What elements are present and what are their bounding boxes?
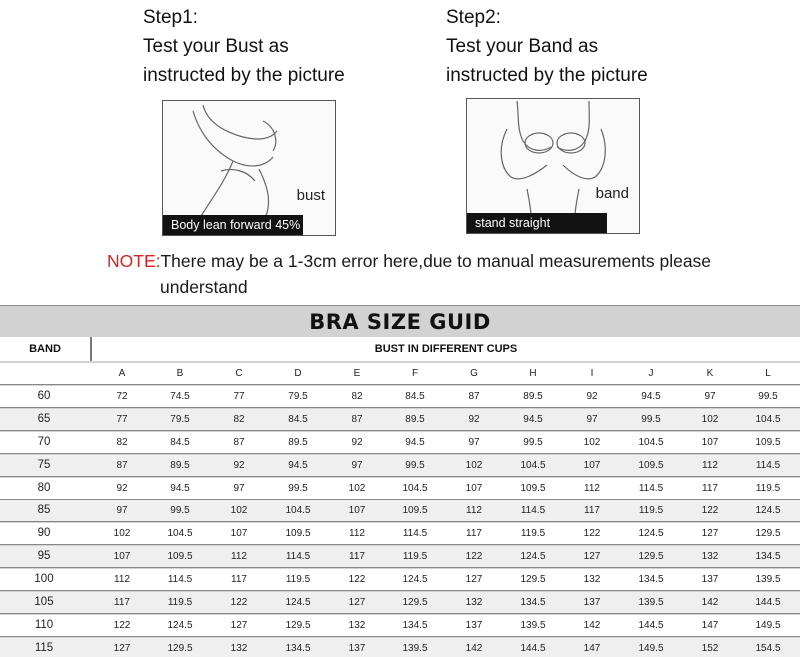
bust-value: 124.5 (638, 528, 664, 540)
bust-value: 134.5 (755, 551, 781, 563)
bust-value: 114.5 (285, 551, 311, 563)
bust-value: 114.5 (638, 482, 664, 494)
cup-label: E (353, 368, 361, 379)
bust-value: 144.5 (638, 619, 664, 631)
cups-row (0, 363, 800, 385)
bust-value: 152 (701, 642, 719, 654)
step1-line1: Test your Bust as (143, 36, 289, 57)
bust-value: 112 (702, 459, 718, 471)
table-row (0, 500, 800, 522)
band-size: 80 (37, 481, 51, 494)
bust-value: 104.5 (638, 436, 664, 448)
bust-value: 102 (701, 413, 719, 425)
note-text-continued: understand (160, 277, 248, 297)
cup-label: B (176, 368, 184, 379)
bust-value: 97 (351, 459, 363, 471)
band-header: BAND (0, 337, 90, 361)
bust-value: 129.5 (402, 597, 428, 608)
cup-label: L (765, 368, 771, 379)
bust-value: 137 (701, 574, 719, 586)
bust-value: 79.5 (170, 413, 190, 425)
table-row (0, 432, 800, 454)
bust-caption: Body lean forward 45% (163, 215, 303, 235)
bust-value: 87 (468, 390, 480, 402)
bust-value: 132 (348, 619, 366, 631)
bust-value: 147 (701, 619, 719, 631)
bust-value: 129.5 (520, 574, 546, 586)
band-size: 90 (37, 527, 51, 540)
band-size: 75 (37, 458, 51, 471)
bust-value: 99.5 (758, 390, 778, 402)
bust-value: 109.5 (285, 528, 311, 540)
cup-label: J (648, 368, 654, 379)
bust-value: 112 (584, 482, 600, 494)
bust-value: 79.5 (288, 390, 308, 402)
bust-value: 107 (701, 436, 719, 448)
bust-value: 107 (230, 528, 248, 540)
bra-size-table (0, 305, 800, 657)
bust-value: 142 (465, 642, 483, 654)
measurement-note (107, 248, 711, 300)
bust-value: 104.5 (755, 413, 781, 425)
table-row (0, 478, 800, 500)
bust-measure-illustration (162, 100, 336, 236)
bust-value: 114.5 (167, 574, 193, 586)
bust-value: 109.5 (638, 459, 664, 471)
bust-value: 117 (466, 528, 482, 540)
bust-value: 137 (348, 642, 366, 654)
bust-value: 97 (233, 482, 245, 494)
cup-label: H (529, 368, 537, 379)
bust-value: 92 (586, 390, 598, 402)
band-caption: stand straight (467, 213, 607, 233)
bust-value: 82 (351, 390, 363, 402)
bust-value: 147 (583, 642, 601, 654)
cup-label: K (706, 368, 714, 379)
bust-value: 109.5 (402, 505, 428, 517)
bust-value: 89.5 (288, 436, 308, 448)
bust-value: 92 (233, 459, 245, 471)
bust-value: 127 (230, 619, 248, 631)
bust-value: 129.5 (755, 528, 781, 540)
bust-value: 99.5 (405, 459, 425, 471)
bust-value: 77 (233, 390, 245, 402)
bust-value: 117 (114, 597, 130, 608)
bust-value: 134.5 (520, 597, 546, 608)
bust-value: 127 (465, 574, 483, 586)
bust-value: 112 (114, 574, 130, 586)
bust-value: 87 (351, 413, 363, 425)
bust-value: 99.5 (523, 436, 543, 448)
bust-value: 124.5 (285, 597, 311, 608)
bust-value: 87 (116, 459, 128, 471)
bust-value: 102 (348, 482, 366, 494)
bust-value: 127 (701, 528, 719, 540)
bust-value: 132 (465, 597, 483, 608)
bust-value: 97 (116, 505, 128, 517)
bust-value: 117 (702, 482, 718, 494)
bust-value: 127 (583, 551, 601, 563)
cup-label: D (294, 368, 302, 379)
cup-label: I (590, 368, 594, 379)
bust-value: 107 (465, 482, 483, 494)
bust-value: 72 (116, 390, 128, 402)
note-label: NOTE: (107, 251, 161, 271)
bust-value: 89.5 (405, 413, 425, 425)
step2-line1: Test your Band as (446, 36, 599, 57)
bust-value: 144.5 (755, 597, 781, 608)
step2-line2: instructed by the picture (446, 65, 648, 86)
bust-value: 122 (583, 528, 601, 540)
bust-value: 94.5 (288, 459, 308, 471)
band-size: 85 (37, 504, 51, 517)
bust-value: 74.5 (170, 390, 190, 402)
bust-value: 132 (701, 551, 719, 563)
band-measure-illustration (466, 98, 640, 234)
bust-value: 129.5 (285, 619, 311, 631)
bust-value: 144.5 (520, 642, 546, 654)
bust-value: 102 (583, 436, 601, 448)
band-size: 100 (34, 573, 54, 586)
bust-value: 102 (230, 505, 248, 517)
band-size: 70 (37, 435, 51, 448)
bust-value: 139.5 (402, 642, 428, 654)
bust-value: 107 (583, 459, 601, 471)
bust-value: 119.5 (520, 528, 546, 540)
band-size: 65 (37, 412, 51, 425)
bust-value: 94.5 (641, 390, 661, 402)
bust-value: 134.5 (285, 642, 311, 654)
bust-value: 94.5 (405, 436, 425, 448)
bust-value: 97 (704, 390, 716, 402)
bust-value: 119.5 (167, 597, 193, 608)
bust-value: 139.5 (638, 597, 664, 608)
bust-value: 124.5 (402, 574, 428, 586)
bust-value: 117 (349, 551, 365, 563)
bust-value: 137 (583, 597, 601, 608)
bust-value: 99.5 (641, 413, 661, 425)
bust-value: 82 (233, 413, 245, 425)
bust-value: 122 (465, 551, 483, 563)
bust-value: 107 (348, 505, 366, 517)
table-row (0, 523, 800, 545)
bust-value: 122 (701, 505, 719, 517)
bust-value: 94.5 (523, 413, 543, 425)
step2-title: Step2: (446, 7, 501, 28)
bust-value: 112 (349, 528, 365, 540)
bust-value: 114.5 (402, 528, 428, 540)
table-row (0, 592, 800, 614)
bust-value: 132 (583, 574, 601, 586)
bust-value: 122 (230, 597, 248, 608)
step1-instructions (143, 3, 345, 90)
bust-value: 109.5 (755, 436, 781, 448)
bust-value: 154.5 (755, 642, 781, 654)
cup-label: G (470, 368, 478, 379)
bust-value: 129.5 (167, 642, 193, 654)
bust-value: 122 (348, 574, 366, 586)
bust-value: 139.5 (755, 574, 781, 586)
bust-value: 94.5 (170, 482, 190, 494)
bust-value: 99.5 (288, 482, 308, 494)
bust-value: 97 (586, 413, 598, 425)
bust-value: 109.5 (520, 482, 546, 494)
bust-value: 104.5 (520, 459, 546, 471)
band-size: 110 (34, 618, 54, 631)
cup-label: C (235, 368, 243, 379)
bust-value: 117 (584, 505, 600, 517)
bust-value: 104.5 (167, 528, 193, 540)
bust-value: 119.5 (638, 505, 664, 517)
bust-value: 127 (348, 597, 366, 608)
bust-value: 84.5 (288, 413, 308, 425)
table-row (0, 569, 800, 591)
bust-value: 89.5 (170, 459, 190, 471)
note-text: There may be a 1-3cm error here,due to manual measurements please (160, 251, 712, 271)
bust-value: 112 (231, 551, 247, 563)
bust-value: 87 (233, 436, 245, 448)
bust-value: 137 (465, 619, 483, 631)
step1-title: Step1: (143, 7, 198, 28)
band-size: 95 (37, 550, 51, 563)
bust-value: 132 (230, 642, 248, 654)
table-row (0, 455, 800, 477)
bust-value: 142 (583, 619, 601, 631)
bust-value: 129.5 (638, 551, 664, 563)
bust-value: 109.5 (167, 551, 193, 563)
bust-value: 149.5 (638, 642, 664, 654)
band-label: band (595, 185, 629, 202)
table-row (0, 638, 800, 657)
bust-value: 92 (116, 482, 128, 494)
table-row (0, 386, 800, 408)
bust-value: 122 (113, 619, 131, 631)
table-row (0, 409, 800, 431)
bust-value: 102 (465, 459, 483, 471)
bust-value: 99.5 (170, 505, 190, 517)
step1-line2: instructed by the picture (143, 65, 345, 86)
bust-value: 89.5 (523, 390, 543, 402)
bust-value: 139.5 (520, 619, 546, 631)
band-size: 105 (34, 596, 54, 608)
step2-instructions (446, 3, 648, 90)
bust-value: 127 (113, 642, 131, 654)
table-row (0, 546, 800, 568)
bust-value: 84.5 (405, 390, 425, 402)
bust-value: 112 (466, 505, 482, 517)
bust-value: 117 (231, 574, 247, 586)
bust-value: 142 (701, 597, 719, 608)
bust-value: 102 (113, 528, 131, 540)
bust-value: 124.5 (520, 551, 546, 563)
bust-value: 97 (468, 436, 480, 448)
bust-value: 82 (116, 436, 128, 448)
band-size: 60 (37, 389, 51, 402)
cup-label: A (118, 368, 126, 379)
bust-value: 124.5 (167, 619, 193, 631)
table-row (0, 615, 800, 637)
bust-value: 114.5 (520, 505, 546, 517)
bust-value: 124.5 (755, 505, 781, 517)
bust-value: 119.5 (755, 482, 781, 494)
bust-value: 134.5 (402, 619, 428, 631)
bust-value: 92 (468, 413, 480, 425)
bust-value: 119.5 (402, 551, 428, 563)
bust-value: 107 (113, 551, 131, 563)
bust-value: 104.5 (402, 482, 428, 494)
bust-value: 77 (116, 413, 128, 425)
table-title: BRA SIZE GUID (309, 310, 491, 334)
bust-value: 92 (351, 436, 363, 448)
band-size: 115 (34, 641, 54, 654)
bust-value: 134.5 (638, 574, 664, 586)
bust-value: 84.5 (170, 436, 190, 448)
bust-value: 114.5 (755, 459, 781, 471)
bust-value: 149.5 (755, 619, 781, 631)
bust-value: 104.5 (285, 505, 311, 517)
bust-value: 119.5 (285, 574, 311, 586)
cups-header: BUST IN DIFFERENT CUPS (92, 337, 800, 361)
bust-label: bust (296, 187, 325, 204)
cup-label: F (411, 368, 419, 379)
